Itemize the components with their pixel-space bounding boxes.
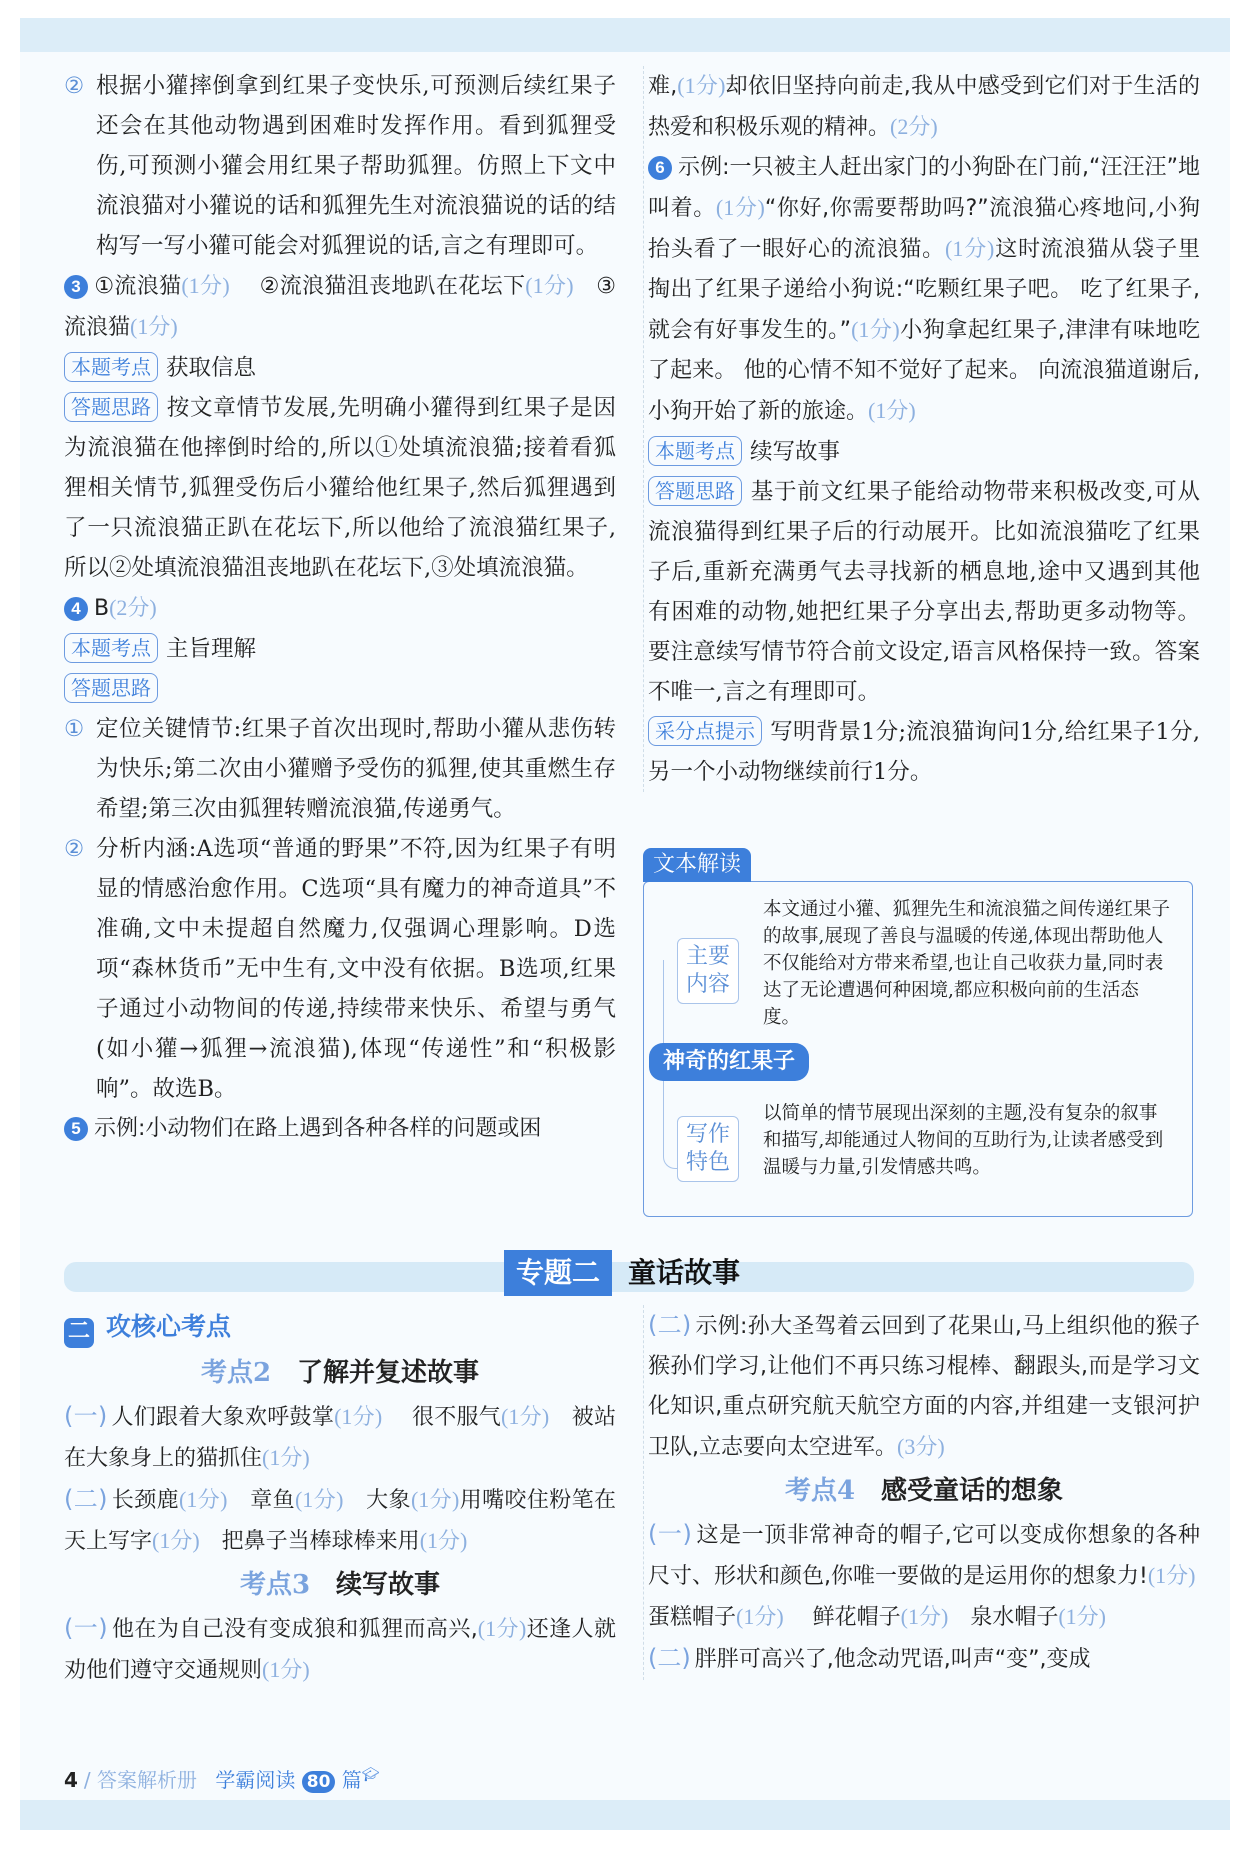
tag-scoring-tips: 采分点提示 xyxy=(648,716,762,746)
top-band xyxy=(20,18,1230,52)
answer-segment: 这是一顶非常神奇的帽子,它可以变成你想象的各种尺寸、形状和颜色,你唯一要做的是运用你的想象力! xyxy=(648,1523,1200,1589)
kp-title: 续写故事 xyxy=(336,1570,441,1600)
step-text: 定位关键情节:红果子首次出现时,帮助小獾从悲伤转为快乐;第二次由小獾赠予受伤的狐狸,使其重燃生存希望;第三次由狐狸转赠流浪猫,传递勇气。 xyxy=(96,716,616,822)
kp3-answer-1 xyxy=(64,1608,616,1691)
q6-scoring xyxy=(648,712,1200,792)
q6-idea-text: 基于前文红果子能给动物带来积极改变,可从流浪猫得到红果子后的行动展开。比如流浪猫吃了红果子后,重新充满勇气去寻找新的栖息地,途中又遇到其他有困难的动物,她把红果子分享出去,帮助更多动物等。要注意续写情节符合前文设定,语言风格保持一致。答案不唯一,言之有理即可。 xyxy=(648,479,1200,705)
answer-segment: 大象 xyxy=(343,1488,411,1513)
score-text: (1分) xyxy=(419,1528,468,1553)
answer-5 xyxy=(64,1109,616,1149)
brand-number: 80 xyxy=(302,1771,336,1793)
brand-suffix: 篇 xyxy=(341,1768,362,1792)
subheading-text: 攻核心考点 xyxy=(106,1312,232,1341)
left-column-bottom xyxy=(64,1350,616,1691)
kp-title: 感受童话的想象 xyxy=(881,1476,1064,1506)
answer-segment: 人们跟着大象欢呼鼓掌 xyxy=(111,1405,335,1430)
answer-5-continued xyxy=(648,66,1200,148)
answer-segment: 这时流浪猫从袋子里掏出了红果子递给小狗说:“吃颗红果子吧。 吃了红果子,就会有好事发生的。” xyxy=(648,237,1200,343)
section-number: 专题二 xyxy=(504,1250,612,1296)
answer-segment: 他在为自己没有变成狼和狐狸而高兴, xyxy=(111,1617,478,1642)
tag-answer-idea: 答题思路 xyxy=(64,673,158,703)
q4-point-text: 主旨理解 xyxy=(166,636,257,662)
brand-text: 学霸阅读 xyxy=(215,1768,296,1792)
tag-answer-idea: 答题思路 xyxy=(64,392,158,422)
question-number-3: 3 xyxy=(64,275,88,299)
answer-segment: 章鱼 xyxy=(227,1488,295,1513)
left-column-top xyxy=(64,66,616,1149)
part-marker: (二) xyxy=(648,1311,692,1339)
tag-answer-idea: 答题思路 xyxy=(648,476,742,506)
kp-label: 考点4 xyxy=(784,1476,856,1506)
score-text: (1分) xyxy=(501,1404,550,1429)
answer-4 xyxy=(64,588,616,629)
answer-segment: 却依旧坚持向前走,我从中感受到它们对于生活的热爱和积极乐观的精神。 xyxy=(648,74,1200,140)
score-text: (1分) xyxy=(715,195,765,220)
score-text: (1分) xyxy=(334,1404,383,1429)
answer-6-text xyxy=(648,155,1200,424)
score-text: (1分) xyxy=(477,1616,527,1641)
q2-marker: ② xyxy=(64,73,85,99)
score-text: (1分) xyxy=(851,317,900,342)
answer-segment: 长颈鹿 xyxy=(111,1488,180,1513)
part-marker: (一) xyxy=(64,1614,108,1642)
answer-segment: 泉水帽子 xyxy=(948,1605,1059,1630)
subheading xyxy=(64,1305,231,1349)
part-marker: (一) xyxy=(648,1520,692,1548)
q6-point xyxy=(648,432,1200,472)
part-marker: (二) xyxy=(64,1485,108,1513)
writing-style-text: 以简单的情节展现出深刻的主题,没有复杂的叙事和描写,却能通过人物间的互助行为,让读者感受到温暖与力量,引发情感共鸣。 xyxy=(763,1103,1164,1178)
score-text: (1分) xyxy=(179,1487,228,1512)
right-column-top xyxy=(643,66,1200,792)
kp3-answer-2 xyxy=(648,1305,1200,1468)
answer-segment: 示例:孙大圣驾着云回到了花果山,马上组织他的猴子猴孙们学习,让他们不再只练习棍棒、翻跟头,而是学习文化知识,重点研究航天航空方面的内容,并组建一支银河护卫队,立志要向太空进军。 xyxy=(648,1314,1200,1460)
bottom-band xyxy=(20,1800,1230,1830)
score-text: (1分) xyxy=(181,273,230,298)
step-text: 分析内涵:A选项“普通的野果”不符,因为红果子有明显的情感治愈作用。C选项“具有魔力的神奇道具”不准确,文中未提超自然魔力,仅强调心理影响。D选项“森林货币”无中生有,文中没有依据。B选项,红果子通过小动物间的传递,持续带来快乐、希望与勇气(如小獾→狐狸→流浪猫),体现“传递性”和“积极影响”。故选B。 xyxy=(96,836,616,1102)
score-text: (1分) xyxy=(1147,1563,1196,1588)
answer-segment: 示例:小动物们在路上遇到各种各样的问题或困 xyxy=(94,1116,542,1141)
kp4-answer-1 xyxy=(648,1514,1218,1638)
answer-text xyxy=(64,1617,616,1683)
answer-segment: 还逢人就劝他们遵守交通规则 xyxy=(64,1617,616,1683)
kp2-answer-2 xyxy=(64,1479,616,1562)
score-text: (1分) xyxy=(868,398,916,423)
writing-style-label: 写作特色 xyxy=(677,1116,739,1182)
score-text: (2分) xyxy=(890,114,938,139)
page-footer xyxy=(64,1760,380,1795)
answer-segment: 把鼻子当棒球棒来用 xyxy=(199,1529,420,1554)
q4-point xyxy=(64,629,616,669)
answer-segment: 用嘴咬住粉笔在天上写字 xyxy=(64,1488,617,1554)
answer-4-text xyxy=(94,596,157,621)
score-text: (1分) xyxy=(1058,1604,1106,1629)
score-text: (3分) xyxy=(897,1434,945,1459)
tag-test-point: 本题考点 xyxy=(64,633,158,663)
answer-3-text xyxy=(64,274,616,340)
answer-segment: 小狗拿起红果子,津津有味地吃了起来。 他的心情不知不觉好了起来。 向流浪猫道谢后,小狗开始了新的旅途。 xyxy=(648,318,1200,424)
score-text: (1分) xyxy=(130,314,178,339)
kp4-answer-2 xyxy=(648,1638,1200,1680)
q3-point xyxy=(64,348,616,388)
answer-5-cont-text xyxy=(648,74,1200,140)
tag-test-point: 本题考点 xyxy=(64,352,158,382)
score-text: (2分) xyxy=(109,595,157,620)
q2-note-text: 根据小獾摔倒拿到红果子变快乐,可预测后续红果子还会在其他动物遇到困难时发挥作用。看到狐狸受伤,可预测小獾会用红果子帮助狐狸。仿照上下文中流浪猫对小獾说的话和狐狸先生对流浪猫说的话的结构写一写小獾可能会对狐狸说的话,言之有理即可。 xyxy=(96,73,616,259)
kp-label: 考点2 xyxy=(200,1358,272,1388)
kp2-answer-1 xyxy=(64,1396,616,1479)
answer-segment: B xyxy=(94,596,110,621)
score-text: (1分) xyxy=(262,1445,310,1470)
answer-segment: 胖胖可高兴了,他念动咒语,叫声“变”,变成 xyxy=(694,1647,1091,1672)
answer-segment: 被站在大象身上的猫抓住 xyxy=(64,1405,616,1471)
answer-segment: 示例:一只被主人赶出家门的小狗卧在门前,“汪汪汪”地叫着。 xyxy=(648,155,1200,221)
main-content-label: 主要内容 xyxy=(677,938,739,1004)
answer-segment: 鲜花帽子 xyxy=(783,1605,901,1630)
q2-note xyxy=(64,66,616,266)
answer-text xyxy=(64,1488,616,1554)
box-title: 文本解读 xyxy=(643,848,751,882)
q3-point-text: 获取信息 xyxy=(166,355,257,381)
score-text: (1分) xyxy=(900,1604,949,1629)
kp2-heading xyxy=(64,1350,616,1396)
q6-point-text: 续写故事 xyxy=(750,439,841,465)
q6-scoring-text: 写明背景1分;流浪猫询问1分,给红果子1分,另一个小动物继续前行1分。 xyxy=(648,719,1200,785)
question-number-6: 6 xyxy=(648,156,672,180)
brand-logo xyxy=(215,1768,379,1792)
question-number-5: 5 xyxy=(64,1117,88,1141)
kp-label: 考点3 xyxy=(239,1570,311,1600)
score-text: (1分) xyxy=(262,1657,310,1682)
q4-step-1 xyxy=(64,709,616,829)
answer-segment: 蛋糕帽子 xyxy=(648,1564,1218,1630)
answer-segment: ①流浪猫 xyxy=(94,274,182,299)
q3-idea-text: 按文章情节发展,先明确小獾得到红果子是因为流浪猫在他摔倒时给的,所以①处填流浪猫;接着看狐狸相关情节,狐狸受伤后小獾给他红果子,然后狐狸遇到了一只流浪猫正趴在花坛下,所以他给了流浪猫红果子,所以②处填流浪猫沮丧地趴在花坛下,③处填流浪猫。 xyxy=(64,395,616,581)
score-text: (1分) xyxy=(525,273,574,298)
main-content-text: 本文通过小獾、狐狸先生和流浪猫之间传递红果子的故事,展现了善良与温暖的传递,体现出帮助他人不仅能给对方带来希望,也让自己收获力量,同时表达了无论遭遇何种困境,都应积极向前的生活态度。 xyxy=(763,899,1171,1028)
question-number-4: 4 xyxy=(64,597,88,621)
score-text: (1分) xyxy=(294,1487,344,1512)
answer-segment: 很不服气 xyxy=(382,1405,502,1430)
kp-title: 了解并复述故事 xyxy=(297,1358,480,1388)
book-name: 答案解析册 xyxy=(97,1768,198,1792)
q4-step-2 xyxy=(64,829,616,1109)
answer-text xyxy=(695,1647,1091,1672)
graduation-cap-icon: 🎓︎ xyxy=(361,1767,380,1783)
center-topic: 神奇的红果子 xyxy=(649,1043,809,1081)
score-text: (1分) xyxy=(945,236,995,261)
text-interpretation-box xyxy=(643,848,1195,1220)
page-number: 4 xyxy=(64,1768,78,1792)
q3-idea xyxy=(64,388,616,588)
score-text: (1分) xyxy=(677,73,726,98)
right-column-bottom xyxy=(643,1305,1218,1680)
q6-idea xyxy=(648,472,1200,712)
part-marker: (二) xyxy=(648,1644,691,1672)
answer-5-text xyxy=(94,1116,541,1141)
kp3-heading xyxy=(64,1562,616,1608)
answer-text xyxy=(648,1523,1218,1630)
answer-text xyxy=(64,1405,616,1471)
step-marker: ② xyxy=(64,836,85,862)
answer-segment: ②流浪猫沮丧地趴在花坛下 xyxy=(229,274,526,299)
step-marker: ① xyxy=(64,716,85,742)
score-text: (1分) xyxy=(152,1528,200,1553)
answer-segment: “你好,你需要帮助吗?”流浪猫心疼地问,小狗抬头看了一眼好心的流浪猫。 xyxy=(648,196,1200,262)
answer-6 xyxy=(648,148,1200,432)
answer-text xyxy=(648,1314,1200,1460)
subheading-icon: 二 xyxy=(64,1318,94,1348)
answer-segment: ③流浪猫 xyxy=(64,274,616,340)
kp4-heading xyxy=(648,1468,1200,1514)
part-marker: (一) xyxy=(64,1402,108,1430)
section-title: 童话故事 xyxy=(628,1256,741,1289)
answer-3 xyxy=(64,266,616,348)
score-text: (1分) xyxy=(736,1604,784,1629)
answer-segment: 难, xyxy=(648,74,678,99)
q4-idea xyxy=(64,669,616,709)
tag-test-point: 本题考点 xyxy=(648,436,742,466)
score-text: (1分) xyxy=(410,1487,460,1512)
footer-separator: / xyxy=(83,1768,91,1792)
